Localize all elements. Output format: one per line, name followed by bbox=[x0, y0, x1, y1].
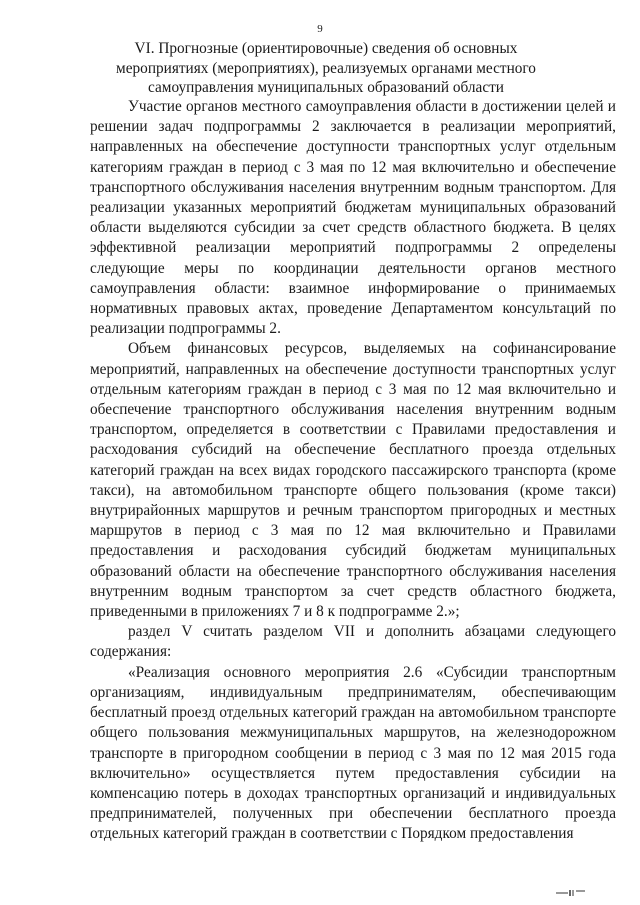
scan-mark-icon bbox=[556, 889, 586, 897]
paragraph: Участие органов местного самоуправления области в достижении целей и решении задач подпрограммы 2 заключается в реализации мероприятий, направленных на обеспечение доступности транспортных услуг отдельным категориям граждан в период с 3 мая по 12 мая включительно и обеспечение транспортного обслуживания населения внутренним водным транспортом. Для реализации указанных мероприятий бюджетам муниципальных образований области выделяются субсидии за счет средств областного бюджета. В целях эффективной реализации мероприятий подпрограммы 2 определены следующие меры по координации деятельности органов местного самоуправления области: взаимное информирование о принимаемых нормативных правовых актах, проведение Департаментом консультаций по реализации подпрограммы 2. bbox=[90, 98, 616, 338]
section-heading: VI. Прогнозные (ориентировочные) сведения об основных мероприятиях (мероприятиях), реализуемых органами местного самоуправления муниципальных образований области bbox=[116, 40, 536, 96]
body-text bbox=[90, 97, 616, 845]
paragraph: Объем финансовых ресурсов, выделяемых на софинансирование мероприятий, направленных на обеспечение доступности транспортных услуг отдельным категориям граждан в период с 3 мая по 12 мая включительно и обеспечение транспортного обслуживания населения внутренним водным транспортом, определяется в соответствии с Правилами предоставления и расходования субсидий на обеспечение бесплатного проезда отдельных категорий граждан на всех видах городского пассажирского транспорта (кроме такси), на автомобильном транспорте общего пользования (кроме такси) внутрирайонных маршрутов и речным транспортом пригородных и местных маршрутов в период с 3 мая по 12 мая включительно и Правилами предоставления и расходования субсидий бюджетам муниципальных образований области на обеспечение транспортного обслуживания населения внутренним водным транспортом за счет средств областного бюджета, приведенными в приложениях 7 и 8 к подпрограмме 2.»; bbox=[90, 340, 616, 621]
paragraph: «Реализация основного мероприятия 2.6 «Субсидии транспортным организациям, индивидуальным предпринимателям, обеспечивающим бесплатный проезд отдельных категорий граждан на автомобильном транспорте общего пользования межмуниципальных маршрутов, на железнодорожном транспорте в пригородном сообщении в период с 3 мая по 12 мая 2015 года включительно» осуществляется путем предоставления субсидии на компенсацию потерь в доходах транспортных организаций и индивидуальных предпринимателей, полученных при обеспечении бесплатного проезда отдельных категорий граждан в соответствии с Порядком предоставления bbox=[90, 663, 616, 843]
paragraph: раздел V считать разделом VII и дополнить абзацами следующего содержания: bbox=[90, 623, 616, 661]
page-number: 9 bbox=[317, 23, 323, 35]
